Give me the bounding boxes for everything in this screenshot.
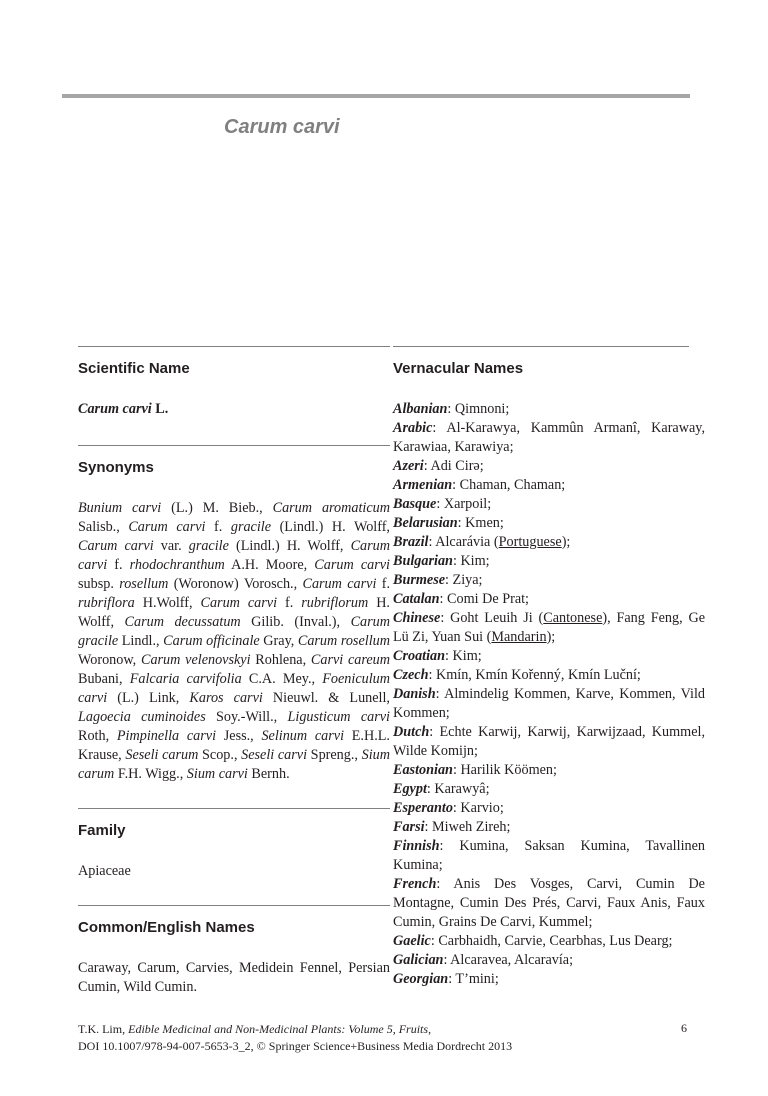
vernacular-entry: Finnish: Kumina, Saksan Kumina, Tavallinen Kumina; xyxy=(393,838,705,873)
vernacular-names: Al-Karawya, Kammûn Armanî, Karaway, Karawiaa, Karawiya; xyxy=(393,420,705,455)
vernacular-names: Kmín, Kmín Kořenný, Kmín Luční; xyxy=(435,667,641,683)
synonym-taxon: gracile xyxy=(188,538,229,554)
vernacular-language: Chinese xyxy=(393,610,441,626)
page-number: 6 xyxy=(681,1021,687,1035)
vernacular-names: Chaman, Chaman; xyxy=(459,477,566,493)
vernacular-dialect-note: Cantonese xyxy=(543,610,603,626)
synonym-taxon: Lagoecia cuminoides xyxy=(78,709,206,725)
scientific-name-value xyxy=(78,400,390,419)
synonym-taxon: Selinum carvi xyxy=(261,728,345,744)
vernacular-entry: French: Anis Des Vosges, Carvi, Cumin De Montagne, Cumin Des Prés, Carvi, Faux Anis, Faux Cumin, Grains De Carvi, Kummel; xyxy=(393,876,705,930)
vernacular-names: Alcarávia ( xyxy=(435,534,499,550)
vernacular-language: Brazil xyxy=(393,534,429,550)
vernacular-entry: Croatian: Kim; xyxy=(393,648,482,664)
synonym-taxon: Bunium carvi xyxy=(78,500,162,516)
synonym-taxon: Ligusticum carvi xyxy=(287,709,390,725)
synonym-taxon: Carvi careum xyxy=(310,652,391,668)
vernacular-language: Egypt xyxy=(393,781,427,797)
vernacular-entry: Esperanto: Karvio; xyxy=(393,800,504,816)
section-heading-common: Common/English Names xyxy=(78,919,255,936)
vernacular-entry: Eastonian: Harilik Köömen; xyxy=(393,762,557,778)
citation-doi: DOI 10.1007/978-94-007-5653-3_2, © Springer Science+Business Media Dordrecht 2013 xyxy=(78,1039,513,1053)
synonym-taxon: Sium carum xyxy=(78,747,390,782)
vernacular-names: Adi Cirə; xyxy=(430,458,484,474)
synonym-authority: (L.) M. Bieb., xyxy=(161,500,273,516)
synonym-authority: (Lindl.) H. Wolff, xyxy=(271,519,390,535)
header-rule xyxy=(62,94,690,98)
right-column xyxy=(393,346,705,989)
synonym-authority: Gilib. (Inval.), xyxy=(240,614,351,630)
vernacular-language: Danish xyxy=(393,686,436,702)
vernacular-entry: Czech: Kmín, Kmín Kořenný, Kmín Luční; xyxy=(393,667,641,683)
synonym-taxon: rubriflorum xyxy=(301,595,369,611)
vernacular-language: Arabic xyxy=(393,420,433,436)
vernacular-language: Farsi xyxy=(393,819,425,835)
synonym-authority: f. xyxy=(205,519,231,535)
synonym-authority: Woronow, xyxy=(78,652,141,668)
vernacular-language: Albanian xyxy=(393,401,448,417)
vernacular-dialect-note: Portuguese xyxy=(498,534,562,550)
section-heading-scientific: Scientific Name xyxy=(78,360,190,377)
vernacular-names: ); xyxy=(561,534,571,550)
section-heading-synonyms: Synonyms xyxy=(78,459,154,476)
synonym-authority: Nieuwl. & Lunell, xyxy=(262,690,390,706)
common-names-value: Caraway, Carum, Carvies, Medidein Fennel, Persian Cumin, Wild Cumin. xyxy=(78,960,390,995)
family-section xyxy=(78,808,390,881)
scientific-name-section xyxy=(78,346,390,419)
synonym-authority: E.H.L. Krause, xyxy=(78,728,390,763)
section-rule xyxy=(393,346,689,347)
section-rule xyxy=(78,808,390,809)
citation-punct: , xyxy=(428,1022,432,1036)
vernacular-names: Carbhaidh, Carvie, Cearbhas, Lus Dearg; xyxy=(438,933,673,949)
vernacular-names: ); xyxy=(546,629,556,645)
vernacular-names: Qimnoni; xyxy=(454,401,510,417)
synonym-taxon: Pimpinella carvi xyxy=(116,728,217,744)
synonym-taxon: rosellum xyxy=(119,576,169,592)
synonyms-text xyxy=(78,499,390,784)
synonym-authority: f. xyxy=(376,576,390,592)
vernacular-entry: Belarusian: Kmen; xyxy=(393,515,504,531)
vernacular-entry: Farsi: Miweh Zireh; xyxy=(393,819,511,835)
synonym-authority: (Lindl.) H. Wolff, xyxy=(228,538,351,554)
synonym-taxon: Carum decussatum xyxy=(124,614,241,630)
vernacular-entry: Georgian: T’mini; xyxy=(393,971,499,987)
vernacular-entry: Dutch: Echte Karwij, Karwij, Karwijzaad, Kummel, Wilde Komijn; xyxy=(393,724,705,759)
left-column xyxy=(78,346,390,1013)
synonym-taxon: Karos carvi xyxy=(189,690,263,706)
vernacular-language: Georgian xyxy=(393,971,449,987)
vernacular-names: ), Fang Feng, Ge Lü Zi, Yuan Sui ( xyxy=(393,610,705,645)
synonym-taxon: Carum aromaticum xyxy=(272,500,390,516)
synonym-taxon: Carum carvi xyxy=(128,519,206,535)
synonym-authority: H.Wolff, xyxy=(134,595,201,611)
synonym-taxon: Carum carvi xyxy=(78,538,390,573)
synonym-authority: Bernh. xyxy=(247,766,290,782)
vernacular-entry: Azeri: Adi Cirə; xyxy=(393,458,484,474)
synonym-taxon: Seseli carum xyxy=(125,747,199,763)
synonym-authority: Bubani, xyxy=(78,671,130,687)
vernacular-language: Bulgarian xyxy=(393,553,453,569)
vernacular-names: Karvio; xyxy=(460,800,504,816)
vernacular-language: Finnish xyxy=(393,838,440,854)
vernacular-names: Anis Des Vosges, Carvi, Cumin De Montagne, Cumin Des Prés, Carvi, Faux Anis, Faux Cumin, Grains De Carvi, Kummel; xyxy=(393,876,705,930)
vernacular-entry: Danish: Almindelig Kommen, Karve, Kommen, Vild Kommen; xyxy=(393,686,705,721)
vernacular-language: Armenian xyxy=(393,477,453,493)
synonym-taxon: Carum gracile xyxy=(78,614,391,649)
synonym-authority: Soy.-Will., xyxy=(205,709,288,725)
synonym-authority: Lindl., xyxy=(118,633,164,649)
vernacular-language: Catalan xyxy=(393,591,440,607)
synonym-taxon: Carum officinale xyxy=(163,633,260,649)
vernacular-names: Alcaravea, Alcaravía; xyxy=(450,952,574,968)
common-names-section xyxy=(78,905,390,997)
vernacular-entry: Gaelic: Carbhaidh, Carvie, Cearbhas, Lus Dearg; xyxy=(393,933,673,949)
synonym-authority: (Woronow) Vorosch., xyxy=(168,576,303,592)
synonyms-section xyxy=(78,445,390,784)
vernacular-entry: Chinese: Goht Leuih Ji (Cantonese), Fang Feng, Ge Lü Zi, Yuan Sui (Mandarin); xyxy=(393,610,705,645)
page-footer xyxy=(78,1021,690,1055)
synonym-taxon: Foeniculum carvi xyxy=(78,671,390,706)
synonym-authority: var. xyxy=(153,538,189,554)
vernacular-entry: Armenian: Chaman, Chaman; xyxy=(393,477,566,493)
synonym-authority: Spreng., xyxy=(307,747,362,763)
vernacular-dialect-note: Mandarin xyxy=(491,629,547,645)
vernacular-names: Xarpoil; xyxy=(443,496,492,512)
citation-author: T.K. Lim, xyxy=(78,1022,129,1036)
section-rule xyxy=(78,346,390,347)
synonym-authority: subsp. xyxy=(78,576,120,592)
vernacular-language: Eastonian xyxy=(393,762,453,778)
vernacular-language: Basque xyxy=(393,496,437,512)
section-heading-family: Family xyxy=(78,822,126,839)
vernacular-language: Dutch xyxy=(393,724,430,740)
section-rule xyxy=(78,905,390,906)
synonym-taxon: rubriflora xyxy=(78,595,135,611)
synonym-authority: f. xyxy=(277,595,302,611)
vernacular-entry: Albanian: Qimnoni; xyxy=(393,401,510,417)
section-rule xyxy=(78,445,390,446)
section-heading-vernacular: Vernacular Names xyxy=(393,360,524,377)
vernacular-names: Kim; xyxy=(460,553,490,569)
synonym-authority: Roth, xyxy=(78,728,117,744)
synonym-taxon: Carum carvi xyxy=(314,557,390,573)
synonym-taxon: rhodochranthum xyxy=(129,557,225,573)
synonym-authority: f. xyxy=(107,557,130,573)
vernacular-names: Miweh Zireh; xyxy=(432,819,511,835)
vernacular-language: Esperanto xyxy=(393,800,453,816)
synonym-authority: A.H. Moore, xyxy=(224,557,315,573)
vernacular-entry: Bulgarian: Kim; xyxy=(393,553,490,569)
synonym-taxon: Carum carvi xyxy=(78,538,154,554)
vernacular-names: Kim; xyxy=(452,648,482,664)
vernacular-language: Czech xyxy=(393,667,429,683)
citation-book-title: Edible Medicinal and Non-Medicinal Plants: Volume 5, Fruits xyxy=(128,1022,429,1036)
vernacular-names: Almindelig Kommen, Karve, Kommen, Vild Kommen; xyxy=(393,686,705,721)
synonym-taxon: Carum carvi xyxy=(302,576,377,592)
vernacular-entry: Burmese: Ziya; xyxy=(393,572,483,588)
vernacular-entry: Basque: Xarpoil; xyxy=(393,496,492,512)
synonym-taxon: Falcaria carvifolia xyxy=(129,671,242,687)
vernacular-names: Comi De Prat; xyxy=(447,591,529,607)
synonym-taxon: gracile xyxy=(230,519,272,535)
synonym-authority: F.H. Wigg., xyxy=(114,766,187,782)
vernacular-language: Gaelic xyxy=(393,933,431,949)
synonym-authority: Scop., xyxy=(198,747,242,763)
synonym-authority: Jess., xyxy=(216,728,262,744)
vernacular-language: French xyxy=(393,876,437,892)
vernacular-names: Kmen; xyxy=(465,515,504,531)
synonym-authority: C.A. Mey., xyxy=(241,671,323,687)
vernacular-list xyxy=(393,400,705,989)
vernacular-names: Kumina, Saksan Kumina, Tavallinen Kumina; xyxy=(393,838,705,873)
vernacular-names: Karawyâ; xyxy=(434,781,490,797)
vernacular-language: Belarusian xyxy=(393,515,458,531)
vernacular-names: T’mini; xyxy=(455,971,499,987)
synonym-authority: Rohlena, xyxy=(250,652,311,668)
family-value: Apiaceae xyxy=(78,863,131,879)
synonym-taxon: Carum carvi xyxy=(200,595,278,611)
vernacular-language: Azeri xyxy=(393,458,424,474)
vernacular-language: Croatian xyxy=(393,648,446,664)
synonym-authority: (L.) Link, xyxy=(107,690,190,706)
synonym-taxon: Carum rosellum xyxy=(297,633,390,649)
vernacular-language: Galician xyxy=(393,952,444,968)
synonym-taxon: Carum velenovskyi xyxy=(140,652,251,668)
vernacular-language: Burmese xyxy=(393,572,446,588)
vernacular-names: Echte Karwij, Karwij, Karwijzaad, Kummel, Wilde Komijn; xyxy=(393,724,705,759)
vernacular-names: Goht Leuih Ji ( xyxy=(450,610,544,626)
vernacular-entry: Egypt: Karawyâ; xyxy=(393,781,490,797)
vernacular-entry: Brazil: Alcarávia (Portuguese); xyxy=(393,534,571,550)
vernacular-entry: Arabic: Al-Karawya, Kammûn Armanî, Karaway, Karawiaa, Karawiya; xyxy=(393,420,705,455)
citation-line xyxy=(78,1021,690,1038)
synonym-authority: H. Wolff, xyxy=(78,595,390,630)
vernacular-entry: Catalan: Comi De Prat; xyxy=(393,591,529,607)
synonym-authority: Salisb., xyxy=(78,519,129,535)
synonym-taxon: Sium carvi xyxy=(186,766,248,782)
scientific-binomial: Carum carvi xyxy=(78,401,152,417)
page-title: Carum carvi xyxy=(224,116,340,138)
synonym-authority: Gray, xyxy=(259,633,298,649)
vernacular-entry: Galician: Alcaravea, Alcaravía; xyxy=(393,952,574,968)
vernacular-names: Ziya; xyxy=(452,572,483,588)
synonym-taxon: Seseli carvi xyxy=(241,747,308,763)
vernacular-names: Harilik Köömen; xyxy=(460,762,557,778)
scientific-author: L. xyxy=(155,401,169,417)
